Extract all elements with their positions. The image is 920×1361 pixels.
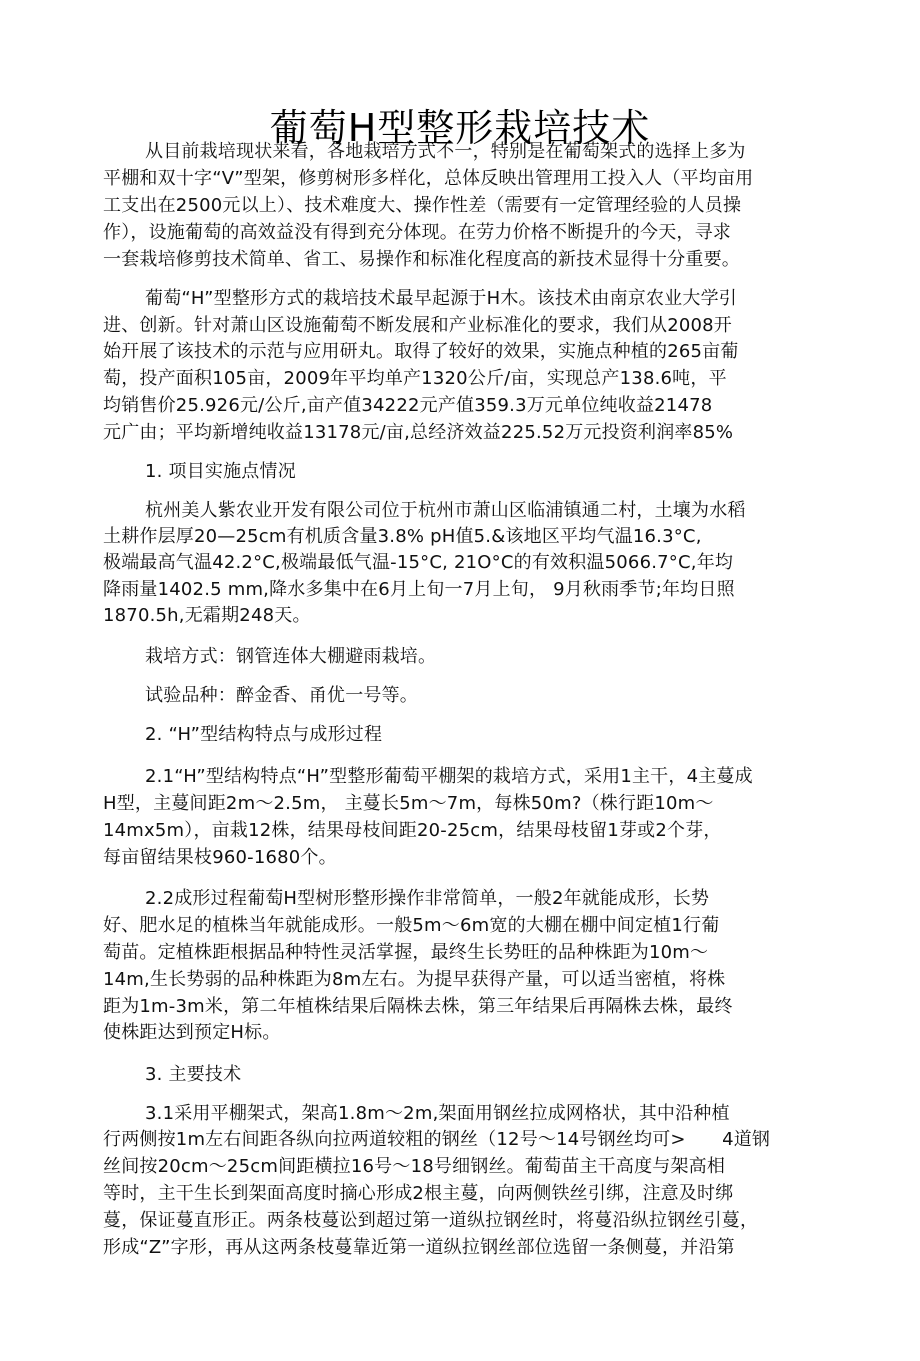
text-line: 栽培方式：钢管连体大棚避雨栽培。: [145, 646, 437, 667]
text-line: 2.2成形过程葡萄H型树形整形操作非常简单，一般2年就能成形，长势: [145, 888, 710, 909]
text-line: 一套栽培修剪技术简单、省工、易操作和标准化程度高的新技术显得十分重要。: [103, 249, 740, 270]
text-line: 3. 主要技术: [145, 1064, 242, 1085]
text-line: 好、肥水足的植株当年就能成形。一般5m～6m宽的大棚在棚中间定植1行葡: [103, 915, 720, 936]
text-line: 均销售价25.926元/公斤,亩产值34222元产值359.3万元单位纯收益21478: [103, 395, 713, 416]
text-line: 葡萄“H”型整形方式的栽培技术最早起源于H木。该技术由南京农业大学引: [145, 288, 737, 309]
text-line: 14mx5m），亩栽12株，结果母枝间距20-25cm，结果母枝留1芽或2个芽，: [103, 820, 722, 841]
text-line: 始幵展了该技术的示范与应用研丸。取得了较好的效果，实施点种植的265亩葡: [103, 341, 739, 362]
text-line: 3.1采用平棚架式，架高1.8m～2m,架面用钢丝拉成网格状，其中沿种植: [145, 1103, 730, 1124]
text-line: 平棚和双十字“V”型架，修剪树形多样化，总体反映出管理用工投入人（平均亩用: [103, 168, 754, 189]
text-line: 形成“Z”字形，再从这两条枝蔓靠近第一道纵拉钢丝部位选留一条侧蔓，并沿第: [103, 1237, 735, 1258]
text-line: 1. 项目实施点情况: [145, 461, 296, 482]
text-line: 土耕作层厚20—25cm有机质含量3.8% pH值5.&该地区平均气温16.3°C,: [103, 526, 702, 547]
text-line: 元广由；平均新增纯收益13178元/亩,总经济效益225.52万元投资利润率85%: [103, 422, 734, 443]
text-line: 行两侧按1m左右间距各纵向拉两道较粗的钢丝（12号～14号钢丝均可> 4道钢: [103, 1129, 771, 1150]
text-line: 萄苗。定植株距根据品种特性灵活掌握，最终生长势旺的品种株距为10m～: [103, 942, 709, 963]
text-line: 14m,生长势弱的品种株距为8m左右。为提早获得产量，可以适当密植，将株: [103, 969, 726, 990]
text-line: 2. “H”型结构特点与成形过程: [145, 724, 383, 745]
text-line: 杭州美人紫农业开发有限公司位于杭州市萧山区临浦镇通二村，土壤为水稻: [145, 500, 746, 521]
text-line: 1870.5h,无霜期248天。: [103, 605, 311, 626]
document-title: 葡萄H型整形栽培技术: [269, 106, 651, 151]
text-line: 2.1“H”型结构特点“H”型整形葡萄平棚架的栽培方式，采用1主干，4主蔓成: [145, 766, 753, 787]
text-line: 进、创新。针对萧山区设施葡萄不断发展和产业标准化的要求，我们从2008开: [103, 315, 733, 336]
text-line: 从目前栽培现状来看，各地栽培方式不一，特别是在葡萄架式的选择上多为: [145, 141, 746, 162]
text-line: 萄，投产面积105亩，2009年平均单产1320公斤/亩，实现总产138.6吨，平: [103, 368, 727, 389]
text-line: 丝间按20cm～25cm间距横拉16号～18号细钢丝。葡萄苗主干高度与架高相: [103, 1156, 726, 1177]
text-line: 作），设施葡萄的高效益没有得到充分体现。在劳力价格不断提升的今天，寻求: [103, 222, 731, 243]
text-line: 极端最高气温42.2°C,极端最低气温-15°C, 21O°C的有效积温5066.7°C,年均: [103, 552, 734, 573]
text-line: 蔓，保证蔓直形正。两条枝蔓讼到超过第一道纵拉钢丝时，将蔓沿纵拉钢丝引蔓，: [103, 1210, 759, 1231]
text-line: 使株距达到预定H标。: [103, 1022, 281, 1043]
text-line: 试验品种：醉金香、甬优一号等。: [145, 685, 418, 706]
text-line: 等时，主干生长到架面高度时摘心形成2根主蔓，向两侧铁丝引绑，注意及时绑: [103, 1183, 734, 1204]
text-line: 每亩留结果枝960-1680个。: [103, 847, 337, 868]
text-line: 工支出在2500元以上）、技术难度大、操作性差（需要有一定管理经验的人员操: [103, 195, 742, 216]
text-line: 降雨量1402.5 mm,降水多集中在6月上旬一7月上旬， 9月秋雨季节;年均日照: [103, 579, 735, 600]
text-line: H型，主蔓间距2m～2.5m， 主蔓长5m～7m，每株50m?（株行距10m～: [103, 793, 714, 814]
text-line: 距为1m-3m米，第二年植株结果后隔株去株，第三年结果后再隔株去株，最终: [103, 996, 733, 1017]
